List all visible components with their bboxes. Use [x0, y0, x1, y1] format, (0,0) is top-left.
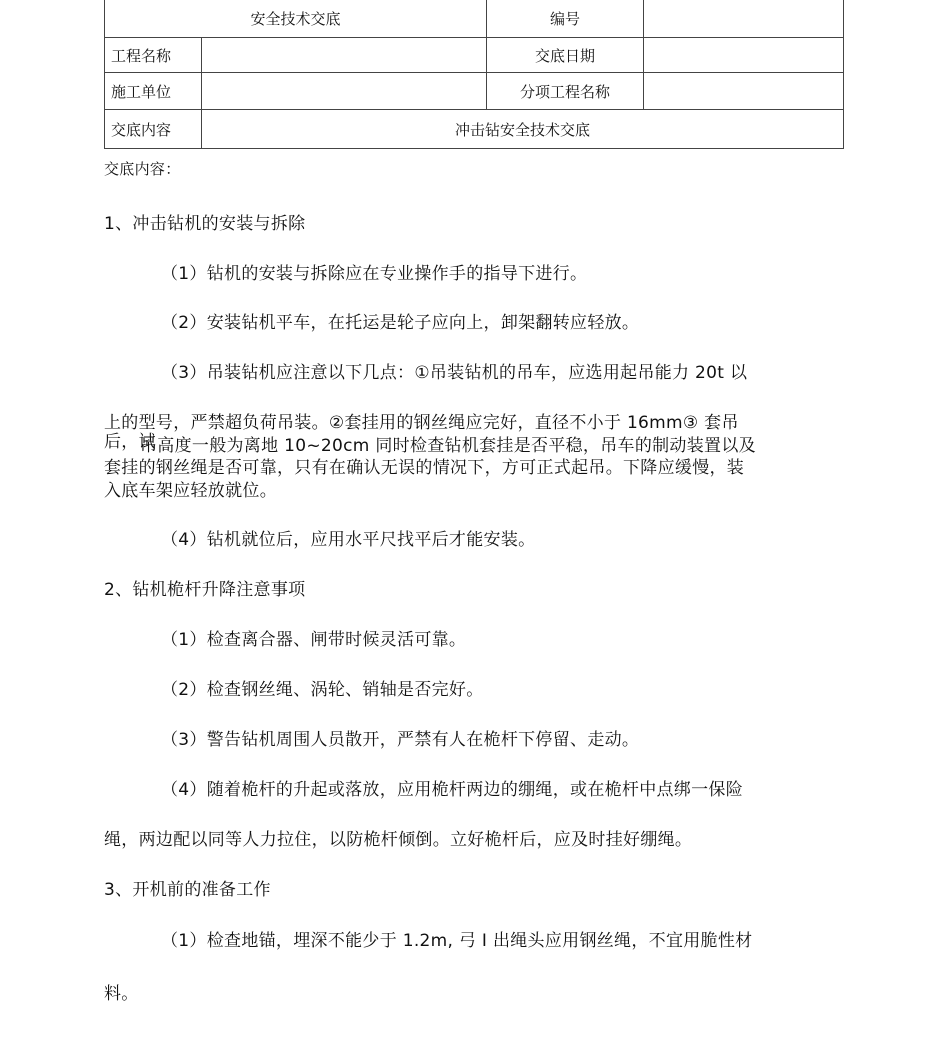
section-1-item-2: （2）安装钻机平车，在托运是轮子应向上，卸架翻转应轻放。 [161, 313, 640, 333]
unit-label: 施工单位 [105, 73, 202, 110]
header-table [104, 0, 844, 149]
section-3-title: 3、开机前的准备工作 [104, 880, 271, 900]
date-value [644, 38, 844, 73]
section-1-item-3-line-1: （3）吊装钻机应注意以下几点：①吊装钻机的吊车，应选用起吊能力 20t 以 [161, 363, 748, 383]
section-2-item-1: （1）检查离合器、闸带时候灵活可靠。 [161, 630, 467, 650]
section-2-item-2: （2）检查钢丝绳、涡轮、销轴是否完好。 [161, 680, 484, 700]
section-1-title: 1、冲击钻机的安装与拆除 [104, 214, 306, 234]
section-1-item-3-line-5: 入底车架应轻放就位。 [104, 481, 277, 501]
section-1-item-1: （1）钻机的安装与拆除应在专业操作手的指导下进行。 [161, 264, 588, 284]
section-1-item-3-line-3b: 吊高度一般为离地 10~20cm 同时检查钻机套挂是否平稳，吊车的制动装置以及 [140, 436, 756, 456]
content-value: 冲击钻安全技术交底 [202, 110, 844, 149]
number-value [644, 0, 844, 38]
date-label: 交底日期 [487, 38, 644, 73]
section-1-item-3-line-2: 上的型号，严禁超负荷吊装。②套挂用的钢丝绳应完好，直径不小于 16mm③ 套吊 [104, 413, 739, 433]
unit-value [202, 73, 487, 110]
section-2-title: 2、钻机桅杆升降注意事项 [104, 580, 306, 600]
project-name-label: 工程名称 [105, 38, 202, 73]
section-1-item-3-line-4: 套挂的钢丝绳是否可靠，只有在确认无误的情况下，方可正式起吊。下降应缓慢，装 [104, 458, 745, 478]
section-2-item-3: （3）警告钻机周围人员散开，严禁有人在桅杆下停留、走动。 [161, 730, 640, 750]
number-label: 编号 [487, 0, 644, 38]
section-3-item-1-line-1: （1）检查地锚，埋深不能少于 1.2m, 弓 I 出绳头应用钢丝绳，不宜用脆性材 [161, 931, 753, 951]
section-2-item-4-line-2: 绳，两边配以同等人力拉住，以防桅杆倾倒。立好桅杆后，应及时挂好绷绳。 [104, 830, 693, 850]
subproject-value [644, 73, 844, 110]
intro-label: 交底内容： [104, 160, 181, 178]
title-cell: 安全技术交底 [105, 0, 487, 38]
section-1-item-3-line-3a: 后，试 [104, 432, 156, 452]
subproject-label: 分项工程名称 [487, 73, 644, 110]
content-label: 交底内容 [105, 110, 202, 149]
section-3-item-1-line-2: 料。 [104, 984, 139, 1004]
section-1-item-4: （4）钻机就位后，应用水平尺找平后才能安装。 [161, 530, 536, 550]
project-name-value [202, 38, 487, 73]
section-2-item-4-line-1: （4）随着桅杆的升起或落放，应用桅杆两边的绷绳，或在桅杆中点绑一保险 [161, 780, 744, 800]
